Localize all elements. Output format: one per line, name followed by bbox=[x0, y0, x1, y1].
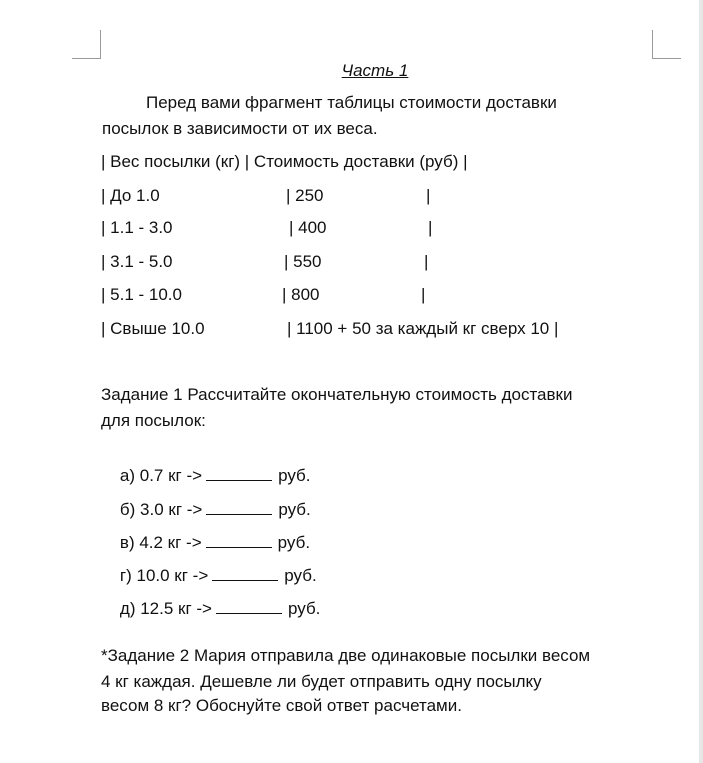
table-cell-weight: | 5.1 - 10.0 bbox=[101, 285, 182, 304]
task1-item-label: в) 4.2 кг -> bbox=[119, 533, 202, 552]
task2-line-1: *Задание 2 Мария отправила две одинаковые посылки весом bbox=[101, 646, 591, 665]
table-cell-end: | bbox=[424, 252, 429, 271]
table-cell-weight: | 3.1 - 5.0 bbox=[101, 252, 173, 271]
table-cell-cost: | 1100 + 50 за каждый кг сверх 10 | bbox=[287, 319, 559, 338]
task1-item-label: д) 12.5 кг -> bbox=[119, 599, 212, 618]
task1-item bbox=[101, 576, 320, 642]
intro-line-2: посылок в зависимости от их веса. bbox=[102, 119, 378, 138]
section-title: Часть 1 bbox=[341, 61, 409, 80]
table-header: | Вес посылки (кг) | Стоимость доставки (руб) | bbox=[101, 152, 468, 171]
intro-line-1: Перед вами фрагмент таблицы стоимости доставки bbox=[146, 93, 557, 112]
answer-blank[interactable] bbox=[216, 601, 282, 614]
task1-item-unit: руб. bbox=[284, 566, 317, 585]
table-cell-cost: | 550 bbox=[284, 252, 322, 271]
table-cell-end: | bbox=[428, 218, 433, 237]
task1-item-unit: руб. bbox=[278, 500, 311, 519]
task2-line-2: 4 кг каждая. Дешевле ли будет отправить одну посылку bbox=[101, 672, 542, 691]
task1-item-label: г) 10.0 кг -> bbox=[119, 566, 209, 585]
task1-item-unit: руб. bbox=[278, 466, 311, 485]
task1-item-unit: руб. bbox=[277, 533, 311, 552]
table-cell-end: | bbox=[426, 186, 431, 205]
task1-item-unit: руб. bbox=[287, 599, 321, 618]
table-cell-end: | bbox=[421, 285, 426, 304]
task1-item-label: б) 3.0 кг -> bbox=[119, 500, 203, 519]
table-cell-weight: | До 1.0 bbox=[101, 186, 160, 205]
table-cell-weight: | 1.1 - 3.0 bbox=[101, 218, 173, 237]
task2-line-3: весом 8 кг? Обоснуйте свой ответ расчетами. bbox=[101, 696, 462, 715]
table-cell-cost: | 400 bbox=[289, 218, 327, 237]
table-cell-cost: | 800 bbox=[282, 285, 320, 304]
task1-line-1: Задание 1 Рассчитайте окончательную стоимость доставки bbox=[101, 385, 573, 404]
table-cell-cost: | 250 bbox=[286, 186, 324, 205]
task1-item-label: а) 0.7 кг -> bbox=[119, 466, 203, 485]
task1-line-2: для посылок: bbox=[101, 411, 206, 430]
table-cell-weight: | Свыше 10.0 bbox=[101, 319, 205, 338]
